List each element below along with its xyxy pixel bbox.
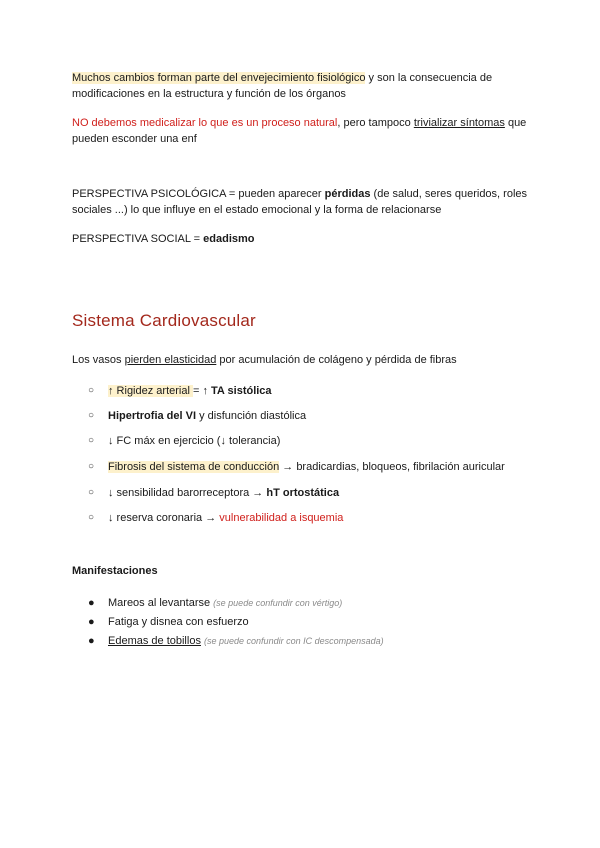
item-text: Fatiga y disnea con esfuerzo bbox=[108, 616, 249, 628]
list-item-text bbox=[108, 596, 342, 610]
hollow-bullet-icon: ○ bbox=[88, 512, 95, 523]
bold-term: Hipertrofia del VI bbox=[108, 410, 197, 422]
paragraph-text: (de salud, seres queridos, roles sociales ...) lo que influye en el estado emocional y la forma de relacionarse bbox=[72, 188, 528, 216]
highlighted-phrase: ↑ Rigidez arterial bbox=[108, 385, 193, 397]
list-item-text bbox=[108, 511, 343, 525]
item-note: (se puede confundir con IC descompensada) bbox=[204, 636, 384, 646]
bold-term: edadismo bbox=[203, 233, 255, 245]
paragraph-text: Los vasos bbox=[72, 354, 125, 366]
intro-paragraph-2 bbox=[72, 115, 532, 147]
item-text: ↓ reserva coronaria → bbox=[108, 512, 220, 524]
red-emphasis-text: NO debemos medicalizar lo que es un proceso natural bbox=[72, 117, 338, 129]
list-item-text bbox=[108, 409, 306, 423]
underlined-phrase: trivializar síntomas bbox=[413, 117, 505, 129]
bold-term: hT ortostática bbox=[266, 487, 340, 499]
hollow-bullet-icon: ○ bbox=[88, 461, 95, 472]
highlighted-phrase: Muchos cambios forman parte del envejecimiento fisiológico bbox=[72, 72, 366, 84]
intro-paragraph-1 bbox=[72, 70, 532, 102]
list-item-text bbox=[108, 434, 280, 448]
item-text: = ↑ bbox=[192, 385, 212, 397]
section-heading-cardiovascular: Sistema Cardiovascular bbox=[72, 311, 256, 330]
list-item-text bbox=[108, 460, 505, 474]
section-heading-manifestaciones: Manifestaciones bbox=[72, 565, 158, 577]
highlighted-phrase: Fibrosis del sistema de conducción bbox=[108, 461, 280, 473]
item-text: ↓ sensibilidad barorreceptora → bbox=[108, 487, 267, 499]
bold-term: pérdidas bbox=[324, 188, 371, 200]
item-text: Edemas de tobillos bbox=[108, 635, 201, 647]
list-item-text bbox=[108, 615, 249, 629]
filled-bullet-icon: ● bbox=[88, 635, 95, 647]
underlined-phrase: pierden elasticidad bbox=[124, 354, 217, 366]
item-text: ↓ FC máx en ejercicio (↓ tolerancia) bbox=[108, 435, 281, 447]
hollow-bullet-icon: ○ bbox=[88, 435, 95, 446]
hollow-bullet-icon: ○ bbox=[88, 385, 95, 396]
filled-bullet-icon: ● bbox=[88, 597, 95, 609]
intro-paragraph-4 bbox=[72, 231, 532, 247]
cardio-lead-paragraph bbox=[72, 352, 532, 368]
item-text: → bradicardias, bloqueos, fibrilación auricular bbox=[279, 461, 505, 473]
red-emphasis-text: vulnerabilidad a isquemia bbox=[219, 512, 344, 524]
paragraph-text: y son la consecuencia de modificaciones en la estructura y función de los órganos bbox=[72, 72, 493, 100]
paragraph-text: PERSPECTIVA SOCIAL = bbox=[72, 233, 204, 245]
list-item-text bbox=[108, 384, 272, 398]
filled-bullet-icon: ● bbox=[88, 616, 95, 628]
item-text: y disfunción diastólica bbox=[196, 410, 307, 422]
paragraph-text: que pueden esconder una enf bbox=[72, 117, 527, 145]
intro-paragraph-3 bbox=[72, 186, 532, 218]
list-item-text bbox=[108, 634, 384, 648]
item-note: (se puede confundir con vértigo) bbox=[213, 598, 343, 608]
hollow-bullet-icon: ○ bbox=[88, 410, 95, 421]
hollow-bullet-icon: ○ bbox=[88, 487, 95, 498]
list-item-text bbox=[108, 486, 339, 500]
paragraph-text: PERSPECTIVA PSICOLÓGICA = pueden aparecer bbox=[72, 188, 325, 200]
paragraph-text: por acumulación de colágeno y pérdida de fibras bbox=[216, 354, 457, 366]
item-text: Mareos al levantarse bbox=[108, 597, 211, 609]
paragraph-text: , pero tampoco bbox=[337, 117, 414, 129]
bold-term: TA sistólica bbox=[211, 385, 272, 397]
